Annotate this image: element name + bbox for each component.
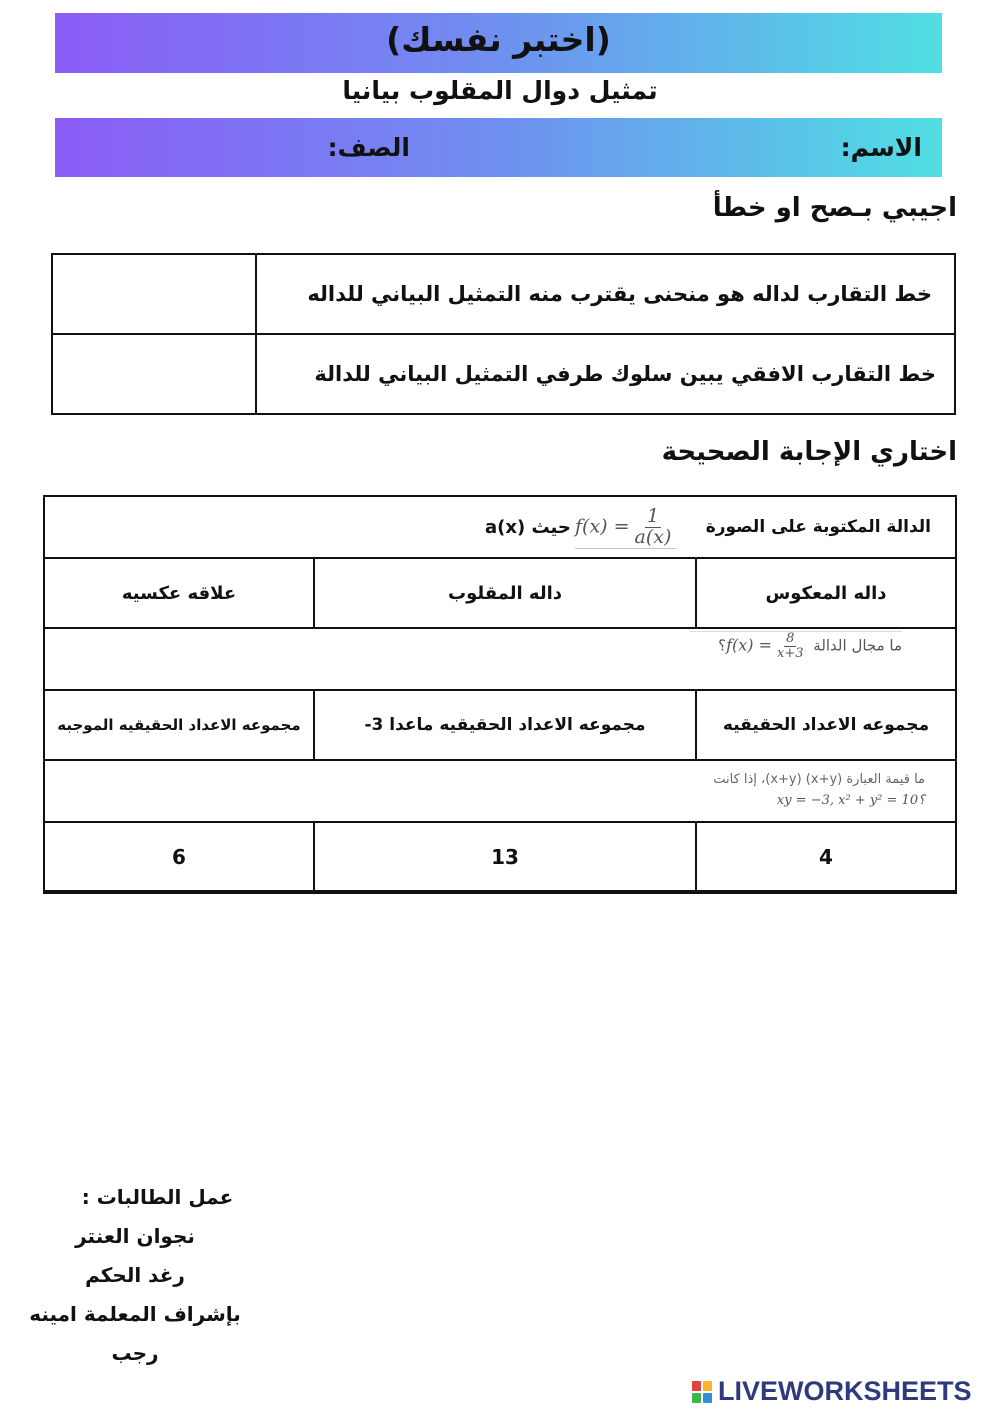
question-2-formula	[726, 632, 808, 660]
question-1-suffix: حيث a(x)	[485, 517, 571, 538]
options-row	[44, 822, 956, 892]
option-reals-except-minus-3[interactable]: مجموعه الاعداد الحقيقيه ماعدا 3-	[314, 690, 696, 760]
multiple-choice-heading: اختاري الإجابة الصحيحة	[661, 437, 957, 467]
formula-denominator: x+3	[777, 645, 804, 661]
statement-cell: خط التقارب الافقي يبين سلوك طرفي التمثيل البياني للدالة	[256, 334, 955, 414]
formula-denominator: a(x)	[634, 525, 672, 548]
brand-name: LIVEWORKSHEETS	[718, 1376, 972, 1406]
liveworksheets-logo	[692, 1378, 992, 1406]
liveworksheets-icon	[692, 1381, 712, 1403]
answer-cell[interactable]	[52, 254, 256, 334]
question-3-line-1: ما قيمة العبارة (x+y) (x+y)، إذا كانت	[713, 772, 925, 787]
question-2-image	[690, 631, 902, 678]
option-inverse-function[interactable]: داله المعكوس	[696, 558, 956, 628]
question-3-image	[713, 769, 925, 811]
options-row	[44, 558, 956, 628]
formula-lhs: f(x) =	[726, 635, 772, 655]
formula-numerator: 8	[786, 631, 795, 646]
class-label: الصف:	[327, 133, 410, 162]
question-1-formula	[575, 507, 676, 549]
options-row	[44, 690, 956, 760]
answer-cell[interactable]	[52, 334, 256, 414]
question-2-text: ما مجال الدالة	[813, 636, 902, 655]
credits-label: عمل الطالبات :	[81, 1185, 234, 1209]
multiple-choice-table	[43, 495, 957, 894]
table-row	[52, 254, 955, 334]
credits-supervisor: بإشراف المعلمة امينه رجب	[29, 1302, 241, 1365]
credits-student-1: نجوان العنتر	[75, 1224, 195, 1248]
formula-numerator: 1	[646, 505, 660, 527]
question-row	[44, 628, 956, 690]
page-subtitle: تمثيل دوال المقلوب بيانيا	[342, 76, 658, 105]
option-six[interactable]: 6	[44, 822, 314, 892]
question-1-text: الدالة المكتوبة على الصورة	[705, 517, 931, 537]
option-all-reals[interactable]: مجموعه الاعداد الحقيقيه	[696, 690, 956, 760]
true-false-table	[51, 253, 956, 415]
table-row	[52, 334, 955, 414]
question-2	[44, 628, 956, 690]
question-row	[44, 496, 956, 558]
question-3-line-2: ؟xy = −3, x² + y² = 10	[776, 793, 925, 808]
credits-student-2: رغد الحكم	[85, 1263, 185, 1287]
option-inverse-relation[interactable]: علاقه عكسيه	[44, 558, 314, 628]
option-reciprocal-function[interactable]: داله المقلوب	[314, 558, 696, 628]
question-mark: ؟	[718, 636, 727, 655]
option-positive-reals[interactable]: مجموعه الاعداد الحقيقيه الموجبه	[44, 690, 314, 760]
question-row	[44, 760, 956, 822]
question-1	[44, 496, 956, 558]
option-thirteen[interactable]: 13	[314, 822, 696, 892]
credits-block	[20, 1178, 250, 1373]
question-3	[44, 760, 956, 822]
page-title: (اختبر نفسك)	[386, 20, 611, 59]
true-false-heading: اجيبي بـصح او خطأ	[712, 193, 957, 223]
option-four[interactable]: 4	[696, 822, 956, 892]
statement-cell: خط التقارب لداله هو منحنى يقترب منه التمثيل البياني للداله	[256, 254, 955, 334]
name-label: الاسم:	[840, 133, 922, 162]
formula-lhs: f(x) =	[575, 515, 630, 538]
